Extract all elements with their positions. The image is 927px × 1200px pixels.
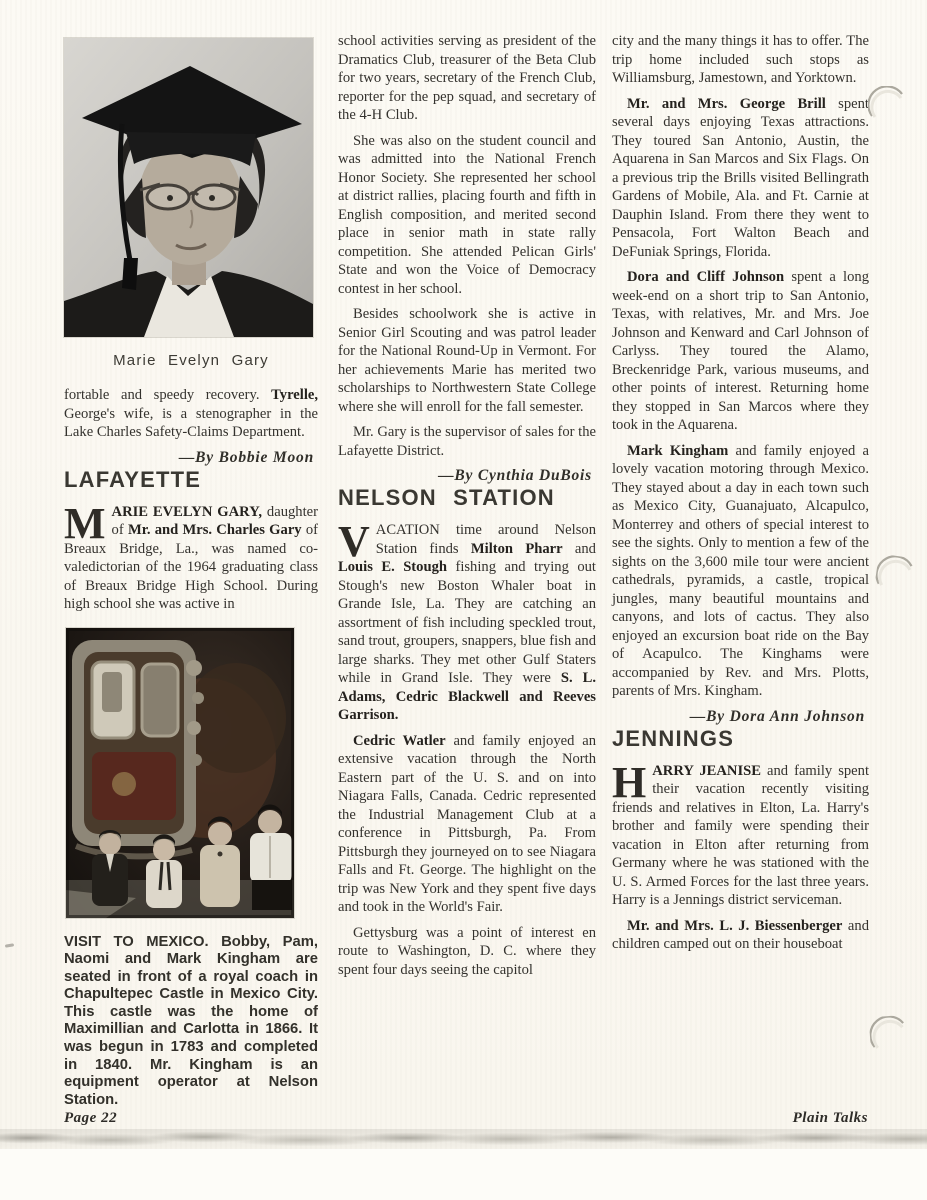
- paragraph-vacation: VACATION time around Nelson Station finds Milton Pharr and Louis E. Stough fishing and trying out Stough's new Boston Whaler boat in Grande Isle, La. They are catching an assortment of fish including speckled trout, sand trout, groupers, snappers, blue fish and large sharks. They met other Gulf Staters while in Grand Isle. They were S. L. Adams, Cedric Blackwell and Reeves Garrison.: [338, 517, 596, 723]
- mexico-photo: [66, 628, 294, 918]
- paragraph-tyrelle: fortable and speedy recovery. Tyrelle, George's wife, is a stenographer in the Lake Charles Safety-Claims Department.: [64, 387, 318, 440]
- scan-speck: [5, 943, 14, 948]
- punch-hole-mark: [869, 1015, 912, 1058]
- section-heading-jennings: JENNINGS: [612, 725, 735, 751]
- column-right: [612, 32, 869, 961]
- paragraph-biessenberger: Mr. and Mrs. L. J. Biessenberger and children camped out on their houseboat: [612, 917, 869, 952]
- scanner-background: [0, 1149, 927, 1200]
- portrait-caption: Marie Evelyn Gary: [113, 352, 269, 369]
- paragraph-mark-kingham: Mark Kingham and family enjoyed a lovely vacation motoring through Mexico. They stayed about a day in each town such as Mexico City, Guanajuato, Alcapulco, Monterrey and others of special interest to see the sights. Only to mention a few of the sights on the 3,600 mile tour were ancient cathedrals, pyramids, a castle, tropical jungles, many beautiful mountains and canyons, and lots of cactus. They also enjoyed an excursion boat ride on the Bay of Acapulco. The Kinghams were accompanied by Rev. and Mrs. Plotts, parents of Mrs. Kingham.: [612, 442, 870, 699]
- paragraph-gary-sales: Mr. Gary is the supervisor of sales for the Lafayette District.: [338, 424, 596, 459]
- page-number: Page 22: [64, 1110, 118, 1126]
- column-left: [64, 38, 318, 1109]
- byline-dora-ann-johnson: —By Dora Ann Johnson: [689, 707, 865, 725]
- punch-hole-mark: [873, 553, 918, 598]
- paragraph-gettysburg: Gettysburg was a point of interest en route to Washington, D. C. where they spent four days seeing the capitol: [338, 924, 596, 978]
- portrait-photo: [64, 38, 313, 337]
- byline-cynthia-dubois: —By Cynthia DuBois: [438, 467, 592, 484]
- paragraph-besides-schoolwork: Besides schoolwork she is active in Senior Girl Scouting and was patrol leader for the National Round-Up in Vermont. For her achievements Marie has merited two scholarships to Northwestern State College where she will enroll for the fall semester.: [338, 306, 596, 415]
- dropcap-h: H: [612, 757, 647, 807]
- paragraph-george-brill: Mr. and Mrs. George Brill spent several days enjoying Texas attractions. They toured San Antonio, Austin, the Aquarena in San Marcos and Six Flags. On a previous trip the Brills visited Bellingrath Gardens of Mobile, Ala. and Ft. Carnie at Dauphin Island. From there they went to Pensacola, Fort Walton Beach and DeFuniak Springs, Florida.: [612, 95, 869, 260]
- section-heading-nelson-station: NELSON STATION: [338, 485, 555, 510]
- column-middle: [338, 32, 596, 986]
- paragraph-harry-jeanise: HARRY JEANISE and family spent their vacation recently visiting friends and relatives in Elton, La. Harry's brother and family were spending their vacation in Elton after returning from Germany where he was stationed with the U. S. Armed Forces for the last three years. Harry is a Jennings district serviceman.: [612, 757, 870, 908]
- dropcap-m: M: [64, 498, 106, 548]
- paragraph-cedric-watler: Cedric Watler and family enjoyed an extensive vacation through the North Eastern part of the U. S. and on into Niagara Falls, Canada. Cedric represented the Industrial Management Club at a conference in Pittsburgh, Pa. From Pittsburgh they journeyed on to see Niagara Falls and Ft. George. The highlight on the trip was New York and they spent five days and took in the World's Fair.: [338, 732, 596, 915]
- portrait-photo-graphic: [64, 38, 313, 337]
- paragraph-dora-cliff-johnson: Dora and Cliff Johnson spent a long week-end on a short trip to San Antonio, Texas, with relatives, Mr. and Mrs. Joe Johnson and Kenward and Carl Johnson of Carlyss. They toured the Alamo, Breckenridge Park, various museums, and other points of interest. Returning home they stopped in San Marcos where they took in the Aquarena.: [612, 269, 869, 433]
- dropcap-v: V: [338, 517, 370, 566]
- paragraph-student-council: She was also on the student council and was admitted into the National French Honor Society. She represented her school at district rallies, placing fourth and fifth in English composition, and merited second place in senior math in state rally competition. She attended Pelican Girls' State and won the Voice of Democracy contest in her school.: [338, 132, 596, 297]
- page-bottom-edge-shadow: [0, 1129, 927, 1149]
- paragraph-marie: MARIE EVELYN GARY, daughter of Mr. and Mrs. Charles Gary of Breaux Bridge, La., was named co-valedictorian of the 1964 graduating class of Breaux Bridge High School. During high school she was active in: [64, 498, 319, 612]
- byline-bobbie-moon: —By Bobbie Moon: [178, 448, 314, 466]
- paragraph-school-activities: school activities serving as president of the Dramatics Club, treasurer of the Beta Club for two years, secretary of the French Club, reporter for the pep squad, and secretary of the 4-H Club.: [338, 33, 596, 123]
- mexico-photo-graphic: [66, 628, 294, 918]
- mexico-caption: VISIT TO MEXICO. Bobby, Pam, Naomi and Mark Kingham are seated in front of a royal coach in Chapultepec Castle in Mexico City. This castle was the home of Maximillian and Carlotta in 1866. It was begun in 1783 and completed in 1840. Mr. Kingham is an equipment operator at Nelson Station.: [64, 933, 318, 1108]
- punch-hole-mark: [868, 86, 908, 126]
- section-heading-lafayette: LAFAYETTE: [64, 466, 202, 492]
- magazine-name: Plain Talks: [792, 1110, 868, 1126]
- paragraph-city: city and the many things it has to offer. The trip home included such stops as Williamsburg, Jamestown, and Yorktown.: [612, 33, 869, 86]
